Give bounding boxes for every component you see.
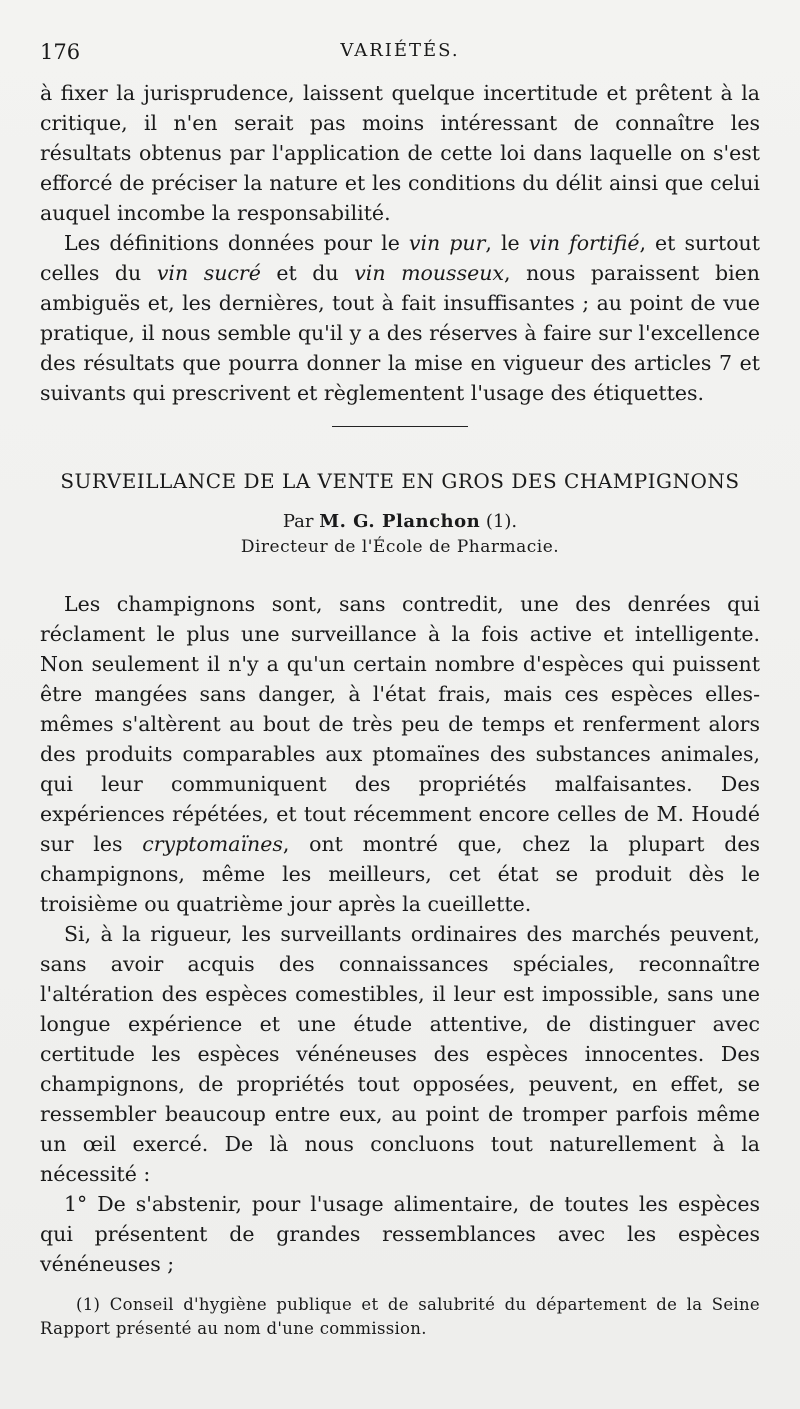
running-title: VARIÉTÉS.	[340, 40, 460, 61]
text-span: , nous paraissent bien ambiguës et, les dernières, tout à fait insuffisantes ; au point de vue pratique, il nous semble qu'il y a des réserves à faire sur l'excellence des résultats que pourra donner la mise en vigueur des articles 7 et suivants qui prescrivent et règlementent l'usage des étiquettes.	[40, 261, 760, 405]
text-span: , ont montré que, chez la plupart des champignons, même les meilleurs, cet état se produit dès le troisième ou quatrième jour après la cueillette.	[40, 832, 760, 916]
text-span: Les champignons sont, sans contredit, une des denrées qui réclament le plus une surveillance à la fois active et intelligente. Non seulement il n'y a qu'un certain nombre d'espèces qui puissent être mangées sans danger, à l'état frais, mais ces espèces elles-mêmes s'altèrent au bout de très peu de temps et renferment alors des produits comparables aux ptomaïnes des substances animales, qui leur communiquent des propriétés malfaisantes. Des expériences répétées, et tout récemment encore celles de M. Houdé sur les	[40, 592, 760, 856]
term-vin-fortifie: vin fortifié	[528, 231, 640, 255]
article-title: SURVEILLANCE DE LA VENTE EN GROS DES CHAMPIGNONS	[60, 469, 740, 493]
intro-paragraph-2	[40, 228, 760, 408]
article-paragraph-3: 1° De s'abstenir, pour l'usage alimentaire, de toutes les espèces qui présentent de grandes ressemblances avec les espèces vénéneuses ;	[40, 1192, 760, 1276]
text-span: , et surtout celles du	[40, 231, 761, 285]
section-divider	[332, 426, 468, 427]
text-span: et du	[260, 261, 355, 285]
term-vin-sucre: vin sucré	[156, 261, 261, 285]
running-header	[40, 34, 760, 78]
term-vin-pur: vin pur	[408, 231, 486, 255]
intro-paragraph-1: à fixer la jurisprudence, laissent quelque incertitude et prêtent à la critique, il n'en serait pas moins intéressant de connaître les résultats obtenus par l'application de cette loi dans laquelle on s'est efforcé de préciser la nature et les conditions du délit ainsi que celui auquel incombe la responsabilité.	[40, 81, 760, 225]
article-paragraph-1	[40, 589, 760, 919]
author-role: Directeur de l'École de Pharmacie.	[240, 537, 560, 557]
term-vin-mousseux: vin mousseux	[354, 261, 504, 285]
footnote	[40, 1293, 760, 1341]
footnote-reference: (1).	[480, 511, 518, 532]
page-number: 176	[40, 40, 81, 64]
byline-prefix: Par	[282, 511, 320, 532]
text-span: , le	[485, 231, 529, 255]
article-paragraph-2: Si, à la rigueur, les surveillants ordinaires des marchés peuvent, sans avoir acquis des connaissances spéciales, reconnaître l'altération des espèces comestibles, il leur est impossible, sans une longue expérience et une étude attentive, de distinguer avec certitude les espèces vénéneuses des espèces innocentes. Des champignons, de propriétés tout opposées, peuvent, en effet, se ressembler beaucoup entre eux, au point de tromper parfois même un œil exercé. De là nous concluons tout naturellement à la nécessité :	[40, 922, 760, 1186]
byline	[40, 509, 760, 535]
text-span: Les définitions données pour le	[64, 231, 409, 255]
author-name: M. G. Planchon	[319, 511, 481, 532]
term-cryptomaines: cryptomaïnes	[142, 832, 283, 856]
footnote-text: (1) Conseil d'hygiène publique et de salubrité du département de la Seine Rapport présenté au nom d'une commission.	[40, 1295, 760, 1338]
